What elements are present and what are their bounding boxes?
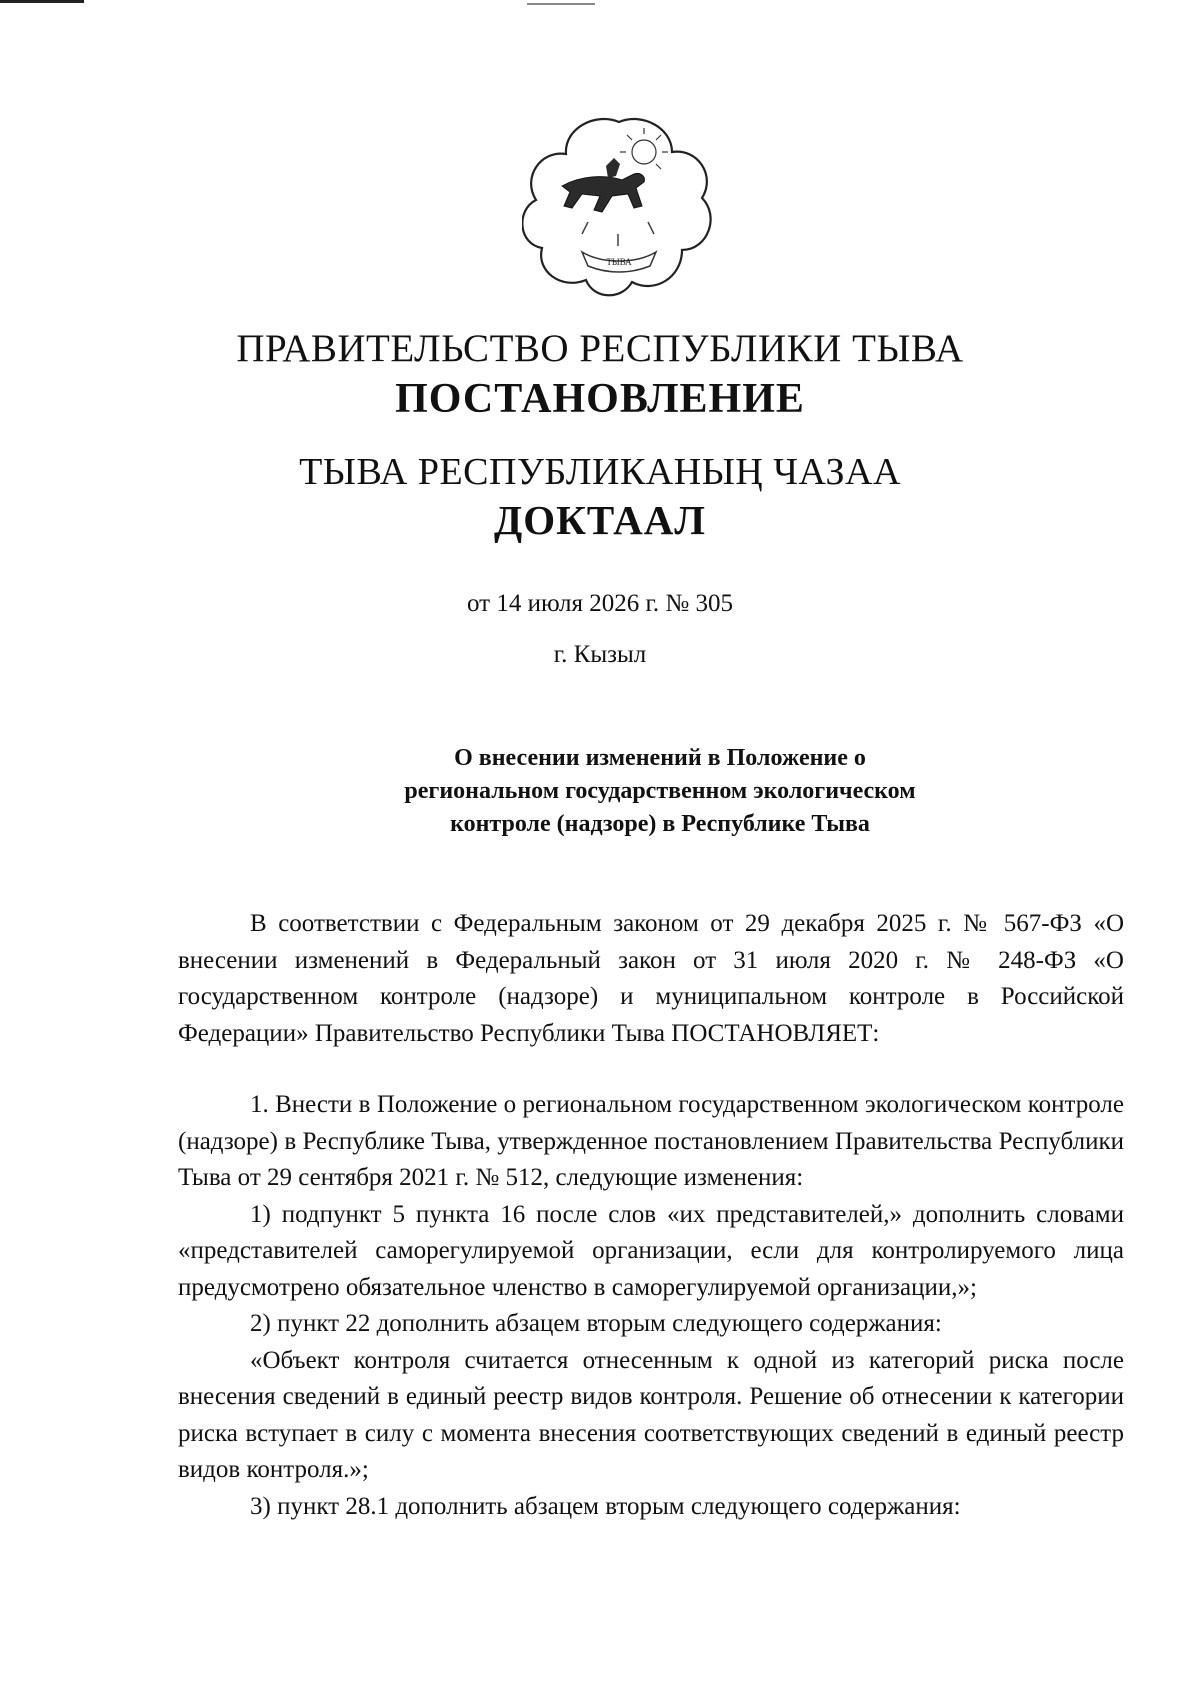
document-title [300, 742, 1020, 841]
title-line: региональном государственном экологическом [404, 778, 916, 804]
document-city: г. Кызыл [553, 641, 647, 668]
quoted-text-paragraph: «Объект контроля считается отнесенным к одной из категорий риска после внесения сведений в единый реестр видов контроля. Решение об отнесении к категории риска вступает в силу с момента внесения соответствующих сведений в единый реестр видов контроля.»; [178, 1346, 1124, 1483]
government-name: ПРАВИТЕЛЬСТВО РЕСПУБЛИКИ ТЫВА [236, 327, 964, 370]
document-type: ПОСТАНОВЛЕНИЕ [395, 376, 805, 422]
document-body [178, 906, 1124, 1525]
subclause-3-paragraph: 3) пункт 28.1 дополнить абзацем вторым следующего содержания: [250, 1492, 961, 1520]
subclause-1-paragraph: 1) подпункт 5 пункта 16 после слов «их представителей,» дополнить словами «представителей саморегулируемой организации, если для контролируемого лица предусмотрено обязательное членство в саморегулируемой организации,»; [178, 1200, 1124, 1301]
document-date-number: от 14 июля 2026 г. № 305 [466, 590, 734, 617]
svg-text:ТЫВА: ТЫВА [606, 257, 632, 267]
coat-of-arms-tuva-icon [522, 114, 716, 306]
government-name-tuvan: ТЫВА РЕСПУБЛИКАНЫҢ ЧАЗАА [299, 451, 901, 493]
title-line: О внесении изменений в Положение о [454, 745, 866, 771]
clause-1-paragraph: 1. Внести в Положение о региональном государственном экологическом контроле (надзоре) в Республике Тыва, утвержденное постановлением Правительства Республики Тыва от 29 сентября 2021 г. № 512, следующие изменения: [178, 1091, 1124, 1191]
document-type-tuvan: ДОКТААЛ [494, 497, 706, 543]
scan-edge-mark [0, 0, 84, 3]
preamble-paragraph: В соответствии с Федеральным законом от 29 декабря 2025 г. № 567-ФЗ «О внесении изменений в Федеральный закон от 31 июля 2020 г. № 248-ФЗ «О государственном контроле (надзоре) и муниципальном контроле в Российской Федерации» Правительство Республики Тыва ПОСТАНОВЛЯЕТ: [178, 910, 1124, 1047]
subclause-2-paragraph: 2) пункт 22 дополнить абзацем вторым следующего содержания: [250, 1310, 942, 1337]
title-line: контроле (надзоре) в Республике Тыва [450, 811, 870, 837]
scan-top-mark [527, 3, 595, 5]
